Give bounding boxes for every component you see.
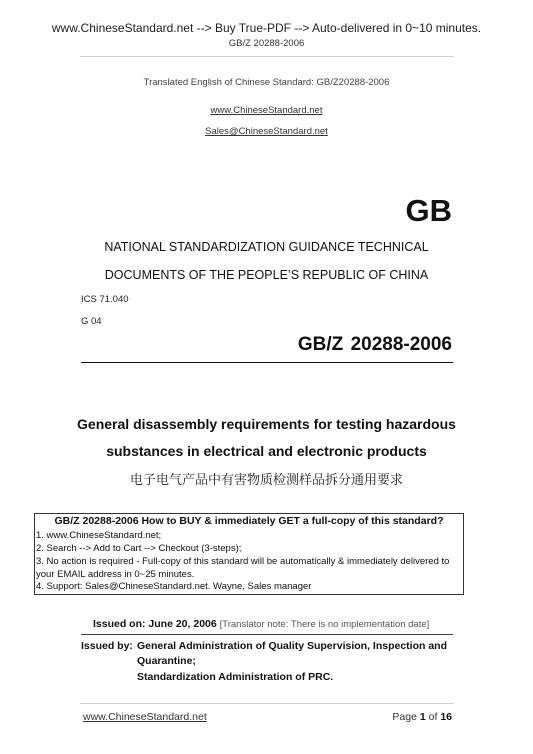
purchase-step: 4. Support: Sales@ChineseStandard.net. Wayne, Sales manager xyxy=(36,581,312,592)
ics-code: ICS 71.040 xyxy=(81,294,129,305)
purchase-step: 1. www.ChineseStandard.net; xyxy=(36,530,162,541)
website-link-wrap xyxy=(0,100,533,118)
title-rule xyxy=(81,362,453,363)
footer-divider xyxy=(80,703,454,704)
email-link-wrap xyxy=(0,121,533,139)
translated-notice: Translated English of Chinese Standard: GB/Z20288-2006 xyxy=(143,77,390,88)
issued-on-label: Issued on: June 20, 2006 xyxy=(93,618,217,630)
issued-by-label: Issued by: xyxy=(81,640,133,652)
page-of: of xyxy=(425,711,441,723)
document-title-line2: substances in electrical and electronic products xyxy=(106,443,427,459)
purchase-step: 2. Search --> Add to Cart --> Checkout (3-steps); xyxy=(36,543,242,554)
issued-on xyxy=(93,618,429,630)
header-standard-code: GB/Z 20288-2006 xyxy=(228,38,305,49)
page-current: 1 xyxy=(419,711,426,723)
issued-by-line3: Standardization Administration of PRC. xyxy=(137,671,334,683)
issued-by-line1: General Administration of Quality Supervision, Inspection and xyxy=(137,640,447,652)
national-title-line2: DOCUMENTS OF THE PEOPLE’S REPUBLIC OF CHINA xyxy=(104,268,429,282)
gb-logo: GB xyxy=(405,193,452,228)
website-link[interactable]: www.ChineseStandard.net xyxy=(210,105,323,116)
page-total: 16 xyxy=(440,711,452,723)
page-number xyxy=(392,711,452,723)
classification-code: G 04 xyxy=(81,316,102,327)
header-divider xyxy=(80,56,454,57)
header-banner-text: www.ChineseStandard.net --> Buy True-PDF --> Auto-delivered in 0~10 minutes. xyxy=(51,21,482,35)
purchase-step: your EMAIL address in 0~25 minutes. xyxy=(36,569,195,580)
national-title-line1: NATIONAL STANDARDIZATION GUIDANCE TECHNICAL xyxy=(104,240,429,254)
issued-divider xyxy=(81,634,453,635)
purchase-heading: GB/Z 20288-2006 How to BUY & immediately GET a full-copy of this standard? xyxy=(54,515,444,527)
translator-note: [Translator note: There is no implementation date] xyxy=(219,619,430,630)
purchase-step: 3. No action is required - Full-copy of this standard will be automatically & immediately delivered to xyxy=(36,556,450,567)
document-title-chinese: 电子电气产品中有害物质检测样品拆分通用要求 xyxy=(129,473,403,488)
document-title-line1: General disassembly requirements for testing hazardous xyxy=(77,416,456,432)
page-prefix: Page xyxy=(392,711,420,723)
email-link[interactable]: Sales@ChineseStandard.net xyxy=(205,126,328,137)
purchase-info-box xyxy=(34,513,464,595)
standard-code: GB/Z 20288-2006 xyxy=(297,334,452,355)
issued-by-line2: Quarantine; xyxy=(137,655,196,667)
footer-website-link[interactable]: www.ChineseStandard.net xyxy=(83,711,207,723)
